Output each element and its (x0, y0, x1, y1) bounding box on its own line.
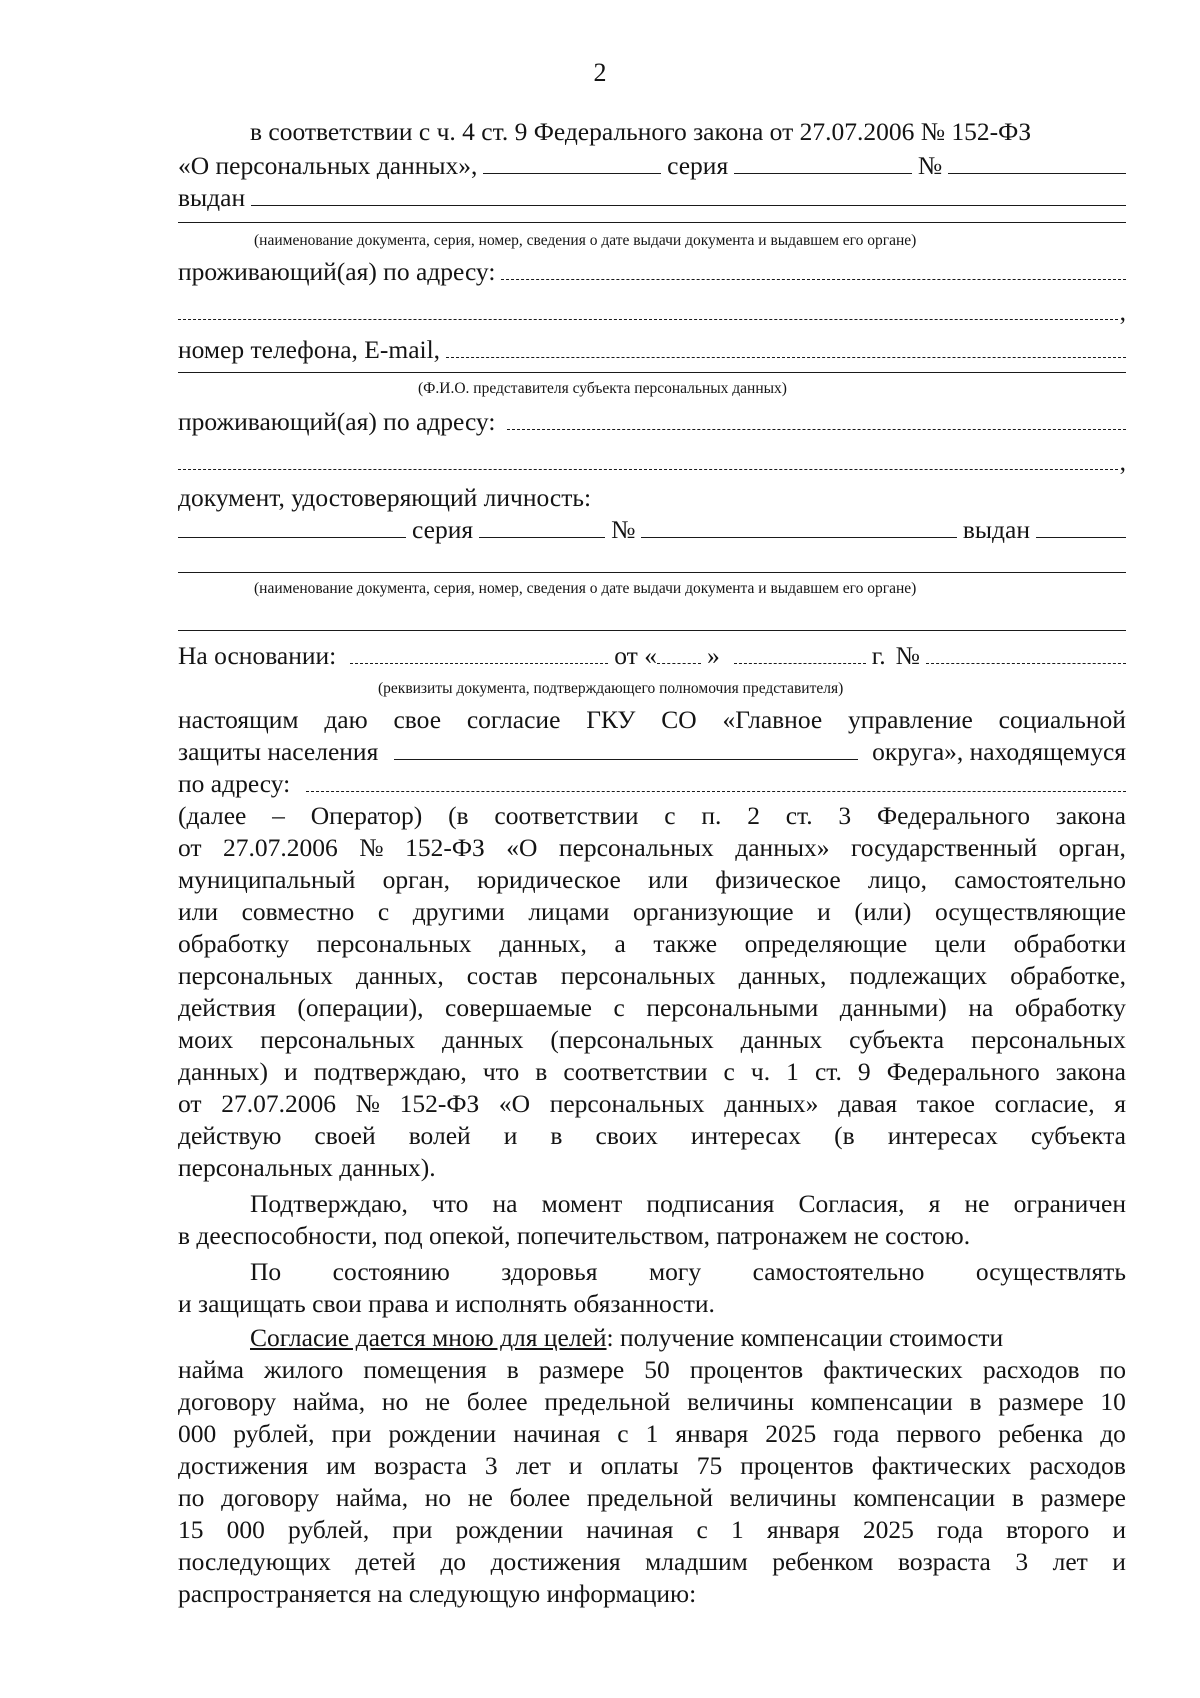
identity-document-type-field[interactable] (178, 537, 406, 538)
word: лет (1052, 1547, 1088, 1576)
form-line-representative-address (178, 406, 1126, 438)
word: определяющие (744, 929, 908, 958)
paragraph-line (178, 1056, 1126, 1088)
underlined-purposes: Согласие дается мною для целей (250, 1323, 607, 1352)
word: – (272, 801, 285, 830)
paragraph-line (178, 1354, 1126, 1386)
word: в (969, 1387, 982, 1416)
paragraph-line (178, 1546, 1126, 1578)
word: но (424, 1483, 452, 1512)
word: от (178, 1089, 202, 1118)
word: № (359, 833, 384, 862)
word: давая (838, 1089, 898, 1118)
form-line-law-reference: в соответствии с ч. 4 ст. 9 Федерального закона от 27.07.2006 № 152-ФЗ (250, 117, 1032, 146)
word: детей (355, 1547, 416, 1576)
word: договору (221, 1483, 320, 1512)
word: с (377, 897, 390, 926)
word: на (492, 1189, 518, 1218)
word: рождении (455, 1515, 564, 1544)
word: 2 (747, 801, 760, 830)
word: с (723, 1057, 735, 1086)
address-field-continued[interactable] (178, 319, 1118, 320)
word: не (964, 1189, 990, 1218)
word: подтверждаю, (313, 1057, 467, 1086)
form-label-address: проживающий(ая) по адресу: (178, 407, 496, 436)
word: ребенком (772, 1547, 874, 1576)
word: 75 (696, 1451, 723, 1480)
word: не (467, 1483, 493, 1512)
paragraph-line (178, 896, 1126, 928)
word: фактических (871, 1451, 1012, 1480)
representative-address-field-continued[interactable] (178, 469, 1118, 470)
document-type-field[interactable] (483, 173, 661, 174)
word: «О (498, 1089, 531, 1118)
paragraph-line (178, 928, 1126, 960)
word: закона (1055, 801, 1126, 830)
word: 27.07.2006 (223, 833, 338, 862)
word: на (968, 993, 994, 1022)
word: второго (1006, 1515, 1090, 1544)
phone-email-field[interactable] (446, 357, 1126, 358)
word: осуществляющие (934, 897, 1126, 926)
form-label-from: от « (614, 641, 657, 670)
form-line-operator-address (178, 768, 1126, 800)
word: фактических (823, 1355, 963, 1384)
word: и (1112, 1547, 1126, 1576)
word: СО (661, 705, 697, 734)
word: но (381, 1387, 409, 1416)
word: действия (178, 993, 276, 1022)
word: 1 (786, 1057, 799, 1086)
word: и (284, 1057, 298, 1086)
word: субъекта (1030, 1121, 1126, 1150)
form-line-identity-document (178, 514, 1126, 546)
paragraph-line (178, 864, 1126, 896)
paragraph-line (250, 1256, 1126, 1288)
issued-by-field[interactable] (251, 205, 1126, 206)
word: предельной (544, 1387, 671, 1416)
word: 3 (484, 1451, 498, 1480)
form-label-number: № (611, 515, 636, 544)
word: 15 (178, 1515, 204, 1544)
form-line-phone-email (178, 334, 1126, 366)
word: до (1100, 1419, 1126, 1448)
word: № (355, 1089, 380, 1118)
word: найма, (292, 1387, 366, 1416)
word: настоящим (178, 705, 299, 734)
word: юридическое (477, 865, 621, 894)
word: данных (442, 1025, 524, 1054)
word: 3 (838, 801, 852, 830)
word: персональных (560, 961, 716, 990)
word: начиная (513, 1419, 601, 1448)
word: интересах (887, 1121, 998, 1150)
word: 000 (178, 1419, 217, 1448)
word: данных, (499, 929, 587, 958)
paragraph-line (178, 1482, 1126, 1514)
word: цели (934, 929, 987, 958)
word: помещения (363, 1355, 487, 1384)
purposes-text: : получение компенсации стоимости (606, 1323, 1004, 1352)
form-label-quote-close: » (706, 641, 720, 670)
paragraph-line-purposes (250, 1322, 1126, 1354)
word: а (614, 929, 626, 958)
word: размере (538, 1355, 625, 1384)
word: самостоятельно (954, 865, 1126, 894)
form-label-issued: выдан (962, 515, 1030, 544)
word: ГКУ (586, 705, 636, 734)
form-label-personal-data: «О персональных данных», (178, 151, 478, 180)
paragraph-line: и защищать свои права и исполнять обязанности. (178, 1289, 715, 1318)
word: подлежащих (849, 961, 988, 990)
word: величины (687, 1387, 794, 1416)
word: Согласия, (798, 1189, 905, 1218)
word: состоянию (332, 1257, 450, 1286)
word: 9 (857, 1057, 871, 1086)
word: января (675, 1419, 749, 1448)
word: предельной (586, 1483, 713, 1512)
word: ст. (785, 801, 813, 830)
word: и (1112, 1515, 1126, 1544)
word: 50 (644, 1355, 670, 1384)
paragraph-line (178, 1024, 1126, 1056)
word: и (503, 1121, 518, 1150)
word: интересах (690, 1121, 802, 1150)
representative-name-field[interactable] (178, 372, 1126, 373)
word: расходов (1029, 1451, 1126, 1480)
word: свое (393, 705, 442, 734)
word: компенсации (853, 1483, 996, 1512)
word: Федерального (886, 1057, 1040, 1086)
form-line-address (178, 256, 1126, 288)
paragraph-line (178, 832, 1126, 864)
word: 2025 (862, 1515, 914, 1544)
word: управление (848, 705, 973, 734)
form-line-address-continued (178, 296, 1126, 328)
word: субъекта (849, 1025, 945, 1054)
word: соответствии (563, 1057, 708, 1086)
word: моих (178, 1025, 234, 1054)
additional-details-field[interactable] (178, 630, 1126, 631)
word: размере (1040, 1483, 1126, 1512)
word: достижения (178, 1451, 309, 1480)
word: с (617, 1419, 629, 1448)
word: государственный (850, 833, 1038, 862)
word: я (928, 1189, 941, 1218)
word: начиная (586, 1515, 674, 1544)
word: совместно (241, 897, 355, 926)
word: обработке, (1010, 961, 1126, 990)
paragraph-line (178, 800, 1126, 832)
word: персональных (178, 961, 333, 990)
word: данных, (738, 961, 827, 990)
word: персональными (646, 993, 819, 1022)
word: что (482, 1057, 520, 1086)
word: здоровья (501, 1257, 598, 1286)
word: данных (740, 1025, 823, 1054)
word: (в (834, 1121, 855, 1150)
word: или (647, 865, 688, 894)
paragraph-line (178, 1088, 1126, 1120)
word: младшим (645, 1547, 748, 1576)
representative-address-field[interactable] (507, 429, 1126, 430)
word: (персональных (550, 1025, 714, 1054)
word: физическое (715, 865, 841, 894)
word: при (392, 1515, 433, 1544)
word: (операции), (297, 993, 424, 1022)
word: от (178, 833, 202, 862)
issued-by-field-continued[interactable] (178, 222, 1126, 223)
identity-series-field[interactable] (479, 537, 605, 538)
form-label-identity-document: документ, удостоверяющий личность: (178, 483, 592, 512)
basis-day-field[interactable] (657, 663, 701, 664)
word: 27.07.2006 (221, 1089, 336, 1118)
word: Подтверждаю, (250, 1189, 408, 1218)
word: состав (466, 961, 538, 990)
basis-number-field[interactable] (926, 663, 1126, 664)
comma: , (1119, 447, 1126, 476)
word: января (766, 1515, 840, 1544)
form-label-issued: выдан (178, 183, 246, 212)
word: могу (649, 1257, 702, 1286)
caption-document-details: (наименование документа, серия, номер, сведения о дате выдачи документа и выдавшем его органе) (254, 232, 917, 249)
paragraph-line (178, 1450, 1126, 1482)
word: 152-ФЗ (405, 833, 485, 862)
word: п. (701, 801, 722, 830)
word: Федерального (876, 801, 1030, 830)
form-label-phone-email: номер телефона, E-mail, (178, 335, 441, 364)
paragraph-line (178, 1386, 1126, 1418)
word: 2025 (765, 1419, 817, 1448)
word: согласие (466, 705, 561, 734)
text-line-consent (178, 704, 1126, 736)
form-label-address: проживающий(ая) по адресу: (178, 257, 496, 286)
form-label-number: № (917, 151, 943, 180)
word: персональных (316, 929, 472, 958)
word: в (535, 1057, 548, 1086)
operator-address-field[interactable] (306, 791, 1126, 792)
identity-issued-by-field[interactable] (178, 572, 1126, 573)
form-label-year: г. (871, 641, 886, 670)
word: им (326, 1451, 356, 1480)
word: данных» (735, 833, 830, 862)
word: величины (729, 1483, 837, 1512)
paragraph-line: в дееспособности, под опекой, попечительством, патронажем не состою. (178, 1221, 971, 1250)
form-label-social-protection: защиты населения (178, 737, 379, 766)
word: при (331, 1419, 372, 1448)
word: орган, (382, 865, 450, 894)
word: такое (916, 1089, 975, 1118)
word: ч. (750, 1057, 771, 1086)
word: закона (1055, 1057, 1126, 1086)
word: жилого (263, 1355, 344, 1384)
paragraph-line (250, 1188, 1126, 1220)
word: не (425, 1387, 451, 1416)
word: по (178, 1483, 205, 1512)
word: другими (412, 897, 505, 926)
identity-issued-field[interactable] (1036, 537, 1126, 538)
form-line-basis (178, 640, 1126, 672)
basis-month-field[interactable] (734, 663, 866, 664)
form-label-basis: На основании: (178, 641, 337, 670)
form-line-representative-address-continued (178, 446, 1126, 478)
word: подписания (646, 1189, 775, 1218)
basis-document-field[interactable] (350, 663, 608, 664)
document-series-field[interactable] (734, 173, 912, 174)
word: действую (178, 1121, 282, 1150)
word: обработки (1013, 929, 1126, 958)
word: оплаты (600, 1451, 679, 1480)
address-field[interactable] (501, 279, 1126, 280)
word: до (440, 1547, 467, 1576)
word: лицами (528, 897, 610, 926)
word: муниципальный (178, 865, 356, 894)
word: что (431, 1189, 469, 1218)
word: достижения (490, 1547, 621, 1576)
word: найма (178, 1355, 244, 1384)
word: ст. (814, 1057, 842, 1086)
word: совершаемые (445, 993, 592, 1022)
word: ограничен (1013, 1189, 1126, 1218)
form-line-document (178, 150, 1126, 182)
word: с (664, 801, 676, 830)
word: компенсации (810, 1387, 953, 1416)
word: «Главное (722, 705, 823, 734)
word: возраста (897, 1547, 991, 1576)
word: согласие, (994, 1089, 1095, 1118)
word: года (936, 1515, 984, 1544)
word: данных» (724, 1089, 819, 1118)
word: осуществлять (975, 1257, 1126, 1286)
word: данных) (178, 1057, 268, 1086)
form-line-issued (178, 182, 1126, 214)
word: по (1099, 1355, 1126, 1384)
word: обработку (1014, 993, 1126, 1022)
paragraph-line (178, 960, 1126, 992)
word: рождении (388, 1419, 497, 1448)
word: самостоятельно (752, 1257, 925, 1286)
word: персональных (558, 833, 714, 862)
word: я (1114, 1089, 1126, 1118)
word: договору (178, 1387, 277, 1416)
form-label-series: серия (667, 151, 729, 180)
word: данными) (839, 993, 947, 1022)
word: (или) (854, 897, 912, 926)
form-label-series: серия (412, 515, 474, 544)
paragraph-line: распространяется на следующую информацию: (178, 1579, 697, 1608)
word: момент (541, 1189, 623, 1218)
caption-document-details: (наименование документа, серия, номер, сведения о дате выдачи документа и выдавшем его органе) (254, 580, 917, 597)
word: в (550, 1121, 563, 1150)
word: (далее (178, 801, 247, 830)
form-label-district: округа», находящемуся (872, 737, 1126, 766)
word: рублей, (287, 1515, 370, 1544)
word: По (250, 1257, 282, 1286)
word: лет (515, 1451, 551, 1480)
word: рублей, (233, 1419, 315, 1448)
word: и (568, 1451, 583, 1480)
caption-basis-document: (реквизиты документа, подтверждающего полномочия представителя) (378, 680, 844, 697)
word: организующие (633, 897, 794, 926)
word: более (509, 1483, 571, 1512)
form-label-at-address: по адресу: (178, 769, 291, 798)
word: первого (896, 1419, 982, 1448)
word: лицо, (867, 865, 927, 894)
word: размере (998, 1387, 1084, 1416)
word: расходов (982, 1355, 1080, 1384)
word: своих (595, 1121, 658, 1150)
word: обработку (178, 929, 290, 958)
word: найма, (335, 1483, 409, 1512)
word: персональных (971, 1025, 1126, 1054)
form-line-social-protection (178, 736, 1126, 768)
word: и (817, 897, 831, 926)
word: с (696, 1515, 708, 1544)
paragraph-line (178, 1120, 1126, 1152)
word: персональных (549, 1089, 705, 1118)
word: 000 (226, 1515, 265, 1544)
word: «О (506, 833, 538, 862)
form-label-number: № (895, 641, 921, 670)
word: или (178, 897, 219, 926)
word: последующих (178, 1547, 331, 1576)
paragraph-line (178, 992, 1126, 1024)
word: с (613, 993, 625, 1022)
word: 1 (645, 1419, 659, 1448)
word: ребенка (998, 1419, 1084, 1448)
word: 1 (730, 1515, 744, 1544)
word: 3 (1015, 1547, 1029, 1576)
word: в (1011, 1483, 1024, 1512)
page-number: 2 (593, 58, 607, 87)
word: социальной (998, 705, 1126, 734)
word: волей (408, 1121, 471, 1150)
word: также (653, 929, 718, 958)
comma: , (1119, 297, 1126, 326)
document-number-field[interactable] (948, 173, 1126, 174)
word: своей (314, 1121, 376, 1150)
word: Оператор) (310, 801, 423, 830)
paragraph-line: персональных данных). (178, 1153, 436, 1182)
word: соответствии (494, 801, 639, 830)
word: даю (324, 705, 368, 734)
caption-representative-name: (Ф.И.О. представителя субъекта персональных данных) (418, 380, 787, 397)
district-field[interactable] (394, 759, 858, 760)
word: более (466, 1387, 528, 1416)
word: года (833, 1419, 880, 1448)
word: орган, (1058, 833, 1126, 862)
word: возраста (373, 1451, 467, 1480)
word: данных, (355, 961, 444, 990)
word: процентов (740, 1451, 854, 1480)
word: (в (448, 801, 469, 830)
word: персональных (260, 1025, 416, 1054)
word: процентов (689, 1355, 804, 1384)
paragraph-line (178, 1514, 1126, 1546)
word: в (506, 1355, 519, 1384)
word: 10 (1100, 1387, 1126, 1416)
paragraph-line (178, 1418, 1126, 1450)
word: 152-ФЗ (399, 1089, 480, 1118)
identity-number-field[interactable] (641, 537, 956, 538)
